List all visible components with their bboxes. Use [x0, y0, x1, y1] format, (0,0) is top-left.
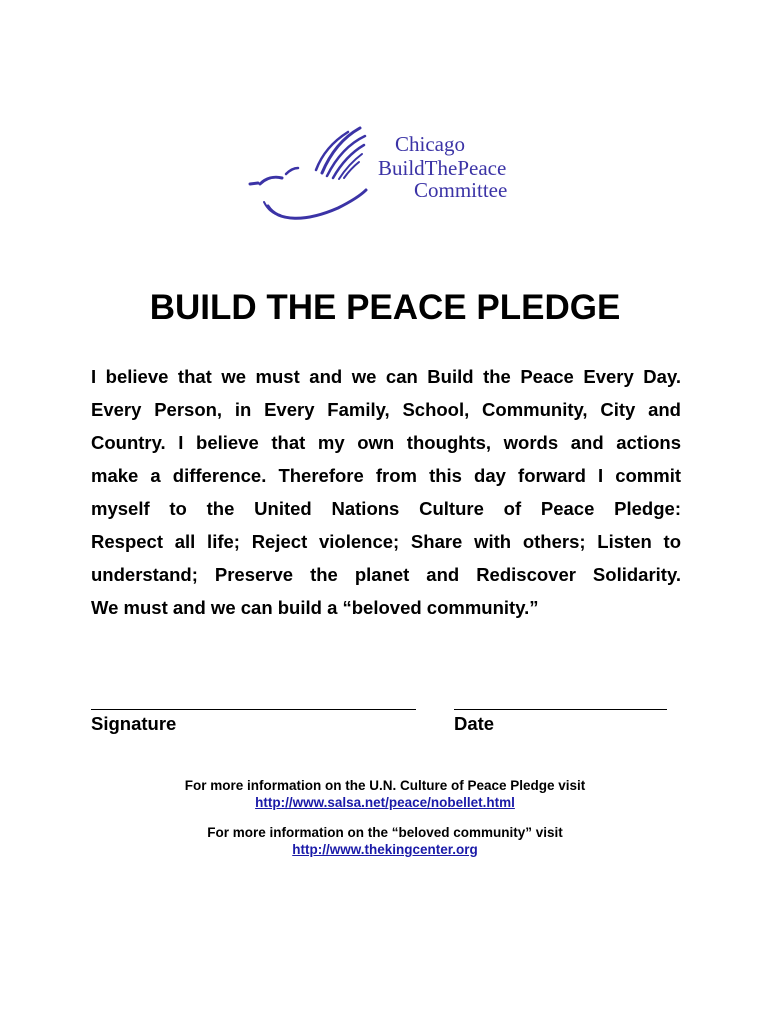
king-center-link[interactable]: http://www.thekingcenter.org — [292, 842, 478, 857]
logo-text-line-2: BuildThePeace — [378, 156, 507, 180]
committee-logo — [238, 118, 538, 233]
signature-label: Signature — [91, 713, 177, 734]
pledge-line: myself to the United Nations Culture of Peace Pledge: — [91, 498, 681, 519]
un-pledge-link[interactable]: http://www.salsa.net/peace/nobellet.html — [255, 795, 515, 810]
logo-text-line-3: Committee — [414, 178, 508, 202]
pledge-line: make a difference. Therefore from this day forward I commit — [91, 465, 681, 486]
pledge-line: We must and we can build a “beloved community.” — [91, 597, 539, 618]
pledge-line: Every Person, in Every Family, School, Community, City and — [91, 399, 681, 420]
date-label: Date — [454, 713, 495, 734]
un-info-text: For more information on the U.N. Culture of Peace Pledge visit — [184, 778, 586, 793]
un-info-link-row — [0, 795, 770, 810]
dove-icon — [238, 118, 388, 233]
date-line[interactable] — [454, 709, 667, 710]
logo-text-line-1: Chicago — [395, 132, 465, 156]
community-info-text: For more information on the “beloved community” visit — [207, 825, 563, 840]
community-info-link-row — [0, 842, 770, 857]
pledge-line: I believe that we must and we can Build the Peace Every Day. — [91, 366, 681, 387]
pledge-line: Country. I believe that my own thoughts, words and actions — [91, 432, 681, 453]
signature-line[interactable] — [91, 709, 416, 710]
pledge-line: Respect all life; Reject violence; Share with others; Listen to — [91, 531, 681, 552]
page-title: BUILD THE PEACE PLEDGE — [149, 288, 621, 327]
pledge-line: understand; Preserve the planet and Rediscover Solidarity. — [91, 564, 681, 585]
pledge-text — [91, 360, 681, 624]
